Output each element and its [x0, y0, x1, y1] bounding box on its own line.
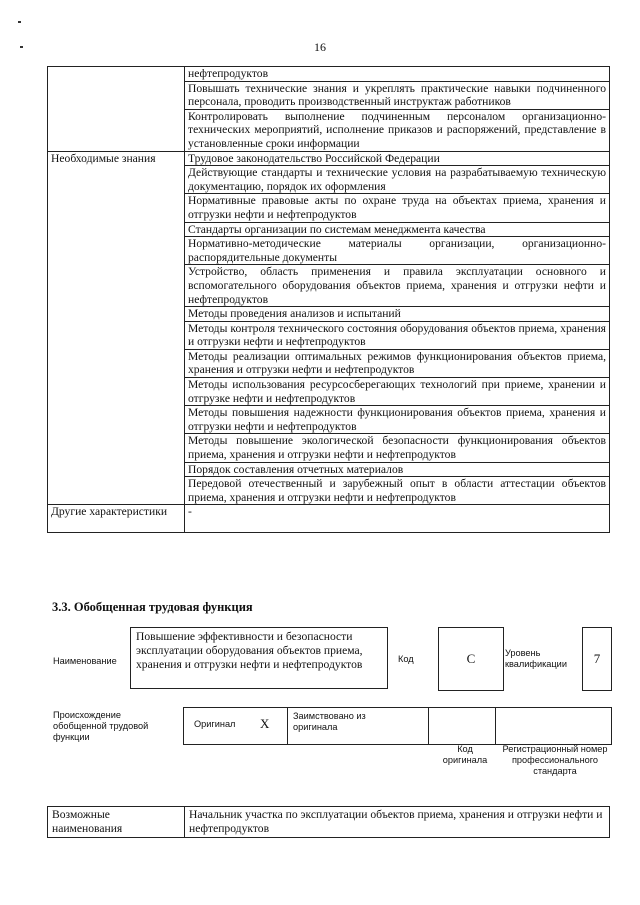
origin-label: Происхождение обобщенной трудовой функции — [53, 710, 149, 742]
table-row — [48, 807, 610, 838]
table-cell-right: Устройство, область применения и правила эксплуатации основного и вспомогательного оборудования объектов приема, хранения и отгрузки нефти и нефтепродуктов — [185, 265, 610, 307]
reg-number-label: Регистрационный номер профессионального стандарта — [502, 744, 608, 776]
origin-code-label: Код оригинала — [442, 744, 488, 765]
divider — [287, 707, 288, 745]
table-cell-right: Контролировать выполнение подчиненным персоналом организационно-технических мероприятий, исполнение приказов и распоряжений, представление в установленные сроки информации — [185, 109, 610, 151]
table-cell-left: Необходимые знания — [48, 151, 185, 505]
table-cell-right: Начальник участка по эксплуатации объектов приема, хранения и отгрузки нефти и нефтепродуктов — [185, 807, 610, 838]
code-box — [438, 627, 504, 691]
code-label: Код — [398, 654, 414, 664]
table-cell-right: Трудовое законодательство Российской Федерации — [185, 151, 610, 166]
name-value: Повышение эффективности и безопасности эксплуатации оборудования объектов приема, хранения и отгрузки нефти и нефтепродуктов — [136, 630, 363, 671]
knowledge-table — [47, 66, 610, 533]
table-row — [48, 505, 610, 533]
divider — [428, 707, 429, 745]
section-title: 3.3. Обобщенная трудовая функция — [52, 600, 253, 614]
table-cell-left: Возможные наименования — [48, 807, 185, 838]
table-cell-right: Методы реализации оптимальных режимов функционирования объектов приема, хранения и отгрузки нефти и нефтепродуктов — [185, 349, 610, 377]
table-cell-right: Передовой отечественный и зарубежный опыт в области аттестации объектов приема, хранения и отгрузки нефти и нефтепродуктов — [185, 477, 610, 505]
table-cell-right: Стандарты организации по системам менеджмента качества — [185, 222, 610, 237]
page-number: 16 — [314, 40, 326, 54]
name-value-box — [130, 627, 388, 689]
original-label: Оригинал — [194, 719, 236, 729]
level-box — [582, 627, 612, 691]
level-label: Уровень квалификации — [505, 648, 567, 669]
table-row — [48, 67, 610, 82]
table-cell-right: нефтепродуктов — [185, 67, 610, 82]
table-cell-left — [48, 67, 185, 152]
name-label: Наименование — [53, 656, 117, 666]
table-cell-right: - — [185, 505, 610, 533]
table-cell-right: Повышать технические знания и укреплять практические навыки подчиненного персонала, проводить производственный инструктаж работников — [185, 81, 610, 109]
possible-names-table — [47, 806, 610, 838]
borrowed-label: Заимствовано из оригинала — [293, 711, 366, 732]
table-row — [48, 151, 610, 166]
original-mark: X — [260, 716, 270, 731]
table-cell-right: Нормативные правовые акты по охране труда на объектах приема, хранения и отгрузки нефти и нефтепродуктов — [185, 194, 610, 222]
table-cell-right: Методы повышение экологической безопасности функционирования объектов приема, хранения и отгрузки нефти и нефтепродуктов — [185, 434, 610, 462]
table-cell-right: Нормативно-методические материалы организации, организационно-распорядительные документы — [185, 237, 610, 265]
divider — [495, 707, 496, 745]
level-value: 7 — [593, 651, 601, 666]
table-cell-right: Методы контроля технического состояния оборудования объектов приема, хранения и отгрузки нефти и нефтепродуктов — [185, 321, 610, 349]
table-cell-right: Методы проведения анализов и испытаний — [185, 307, 610, 322]
code-value: C — [466, 651, 476, 666]
table-cell-right: Порядок составления отчетных материалов — [185, 462, 610, 477]
scan-mark — [18, 21, 21, 23]
table-cell-right: Методы повышения надежности функционирования объектов приема, хранения и отгрузки нефти и нефтепродуктов — [185, 406, 610, 434]
table-cell-left: Другие характеристики — [48, 505, 185, 533]
table-cell-right: Действующие стандарты и технические условия на разрабатываемую техническую документацию, порядок их оформления — [185, 166, 610, 194]
table-cell-right: Методы использования ресурсосберегающих технологий при приеме, хранении и отгрузке нефти и нефтепродуктов — [185, 378, 610, 406]
